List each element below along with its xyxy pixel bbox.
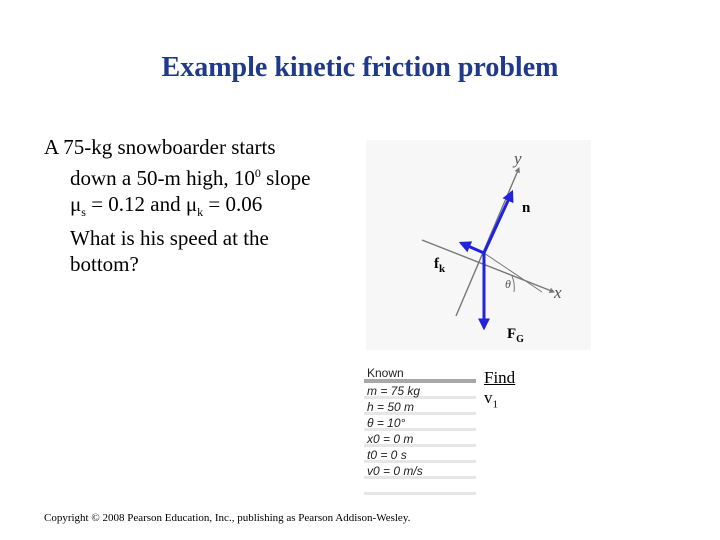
known-item-height: h = 50 m <box>367 400 415 414</box>
problem-line-2: down a 50-m high, $10^0$ slope <box>70 166 311 190</box>
theta-label: θ <box>505 277 511 291</box>
problem-line-5: bottom? <box>70 252 139 277</box>
free-body-diagram-svg <box>366 140 591 350</box>
copyright-notice: Copyright © 2008 Pearson Education, Inc., publishing as Pearson Addison-Wesley. <box>44 512 411 524</box>
find-label: Find <box>484 368 516 387</box>
normal-force-label: n <box>522 200 531 216</box>
x-axis-label: x <box>554 283 562 302</box>
friction-force-label: $f_k$ <box>434 256 446 275</box>
known-item-t0: t0 = 0 s <box>367 448 407 462</box>
find-variable: $v_1$ <box>484 388 498 411</box>
y-axis-label: y <box>514 149 522 168</box>
gravity-force-label: $F_G$ <box>507 326 524 345</box>
known-header: Known <box>367 366 404 380</box>
find-section <box>484 368 515 414</box>
problem-line-4: What is his speed at the <box>70 226 269 251</box>
diagram-background <box>366 140 591 350</box>
known-item-v0: v0 = 0 m/s <box>367 464 423 478</box>
problem-statement <box>44 134 364 277</box>
known-item-angle: θ = 10° <box>367 416 406 430</box>
known-item-mass: m = 75 kg <box>367 384 421 398</box>
known-item-x0: x0 = 0 m <box>367 432 414 446</box>
free-body-diagram <box>366 140 591 350</box>
known-values-panel <box>364 366 476 500</box>
slide-title: Example kinetic friction problem <box>161 52 559 83</box>
problem-line-3: $\mu_s = 0.12$ and $\mu_k = 0.06$ <box>70 192 263 220</box>
problem-line-1: A 75-kg snowboarder starts <box>44 135 276 159</box>
